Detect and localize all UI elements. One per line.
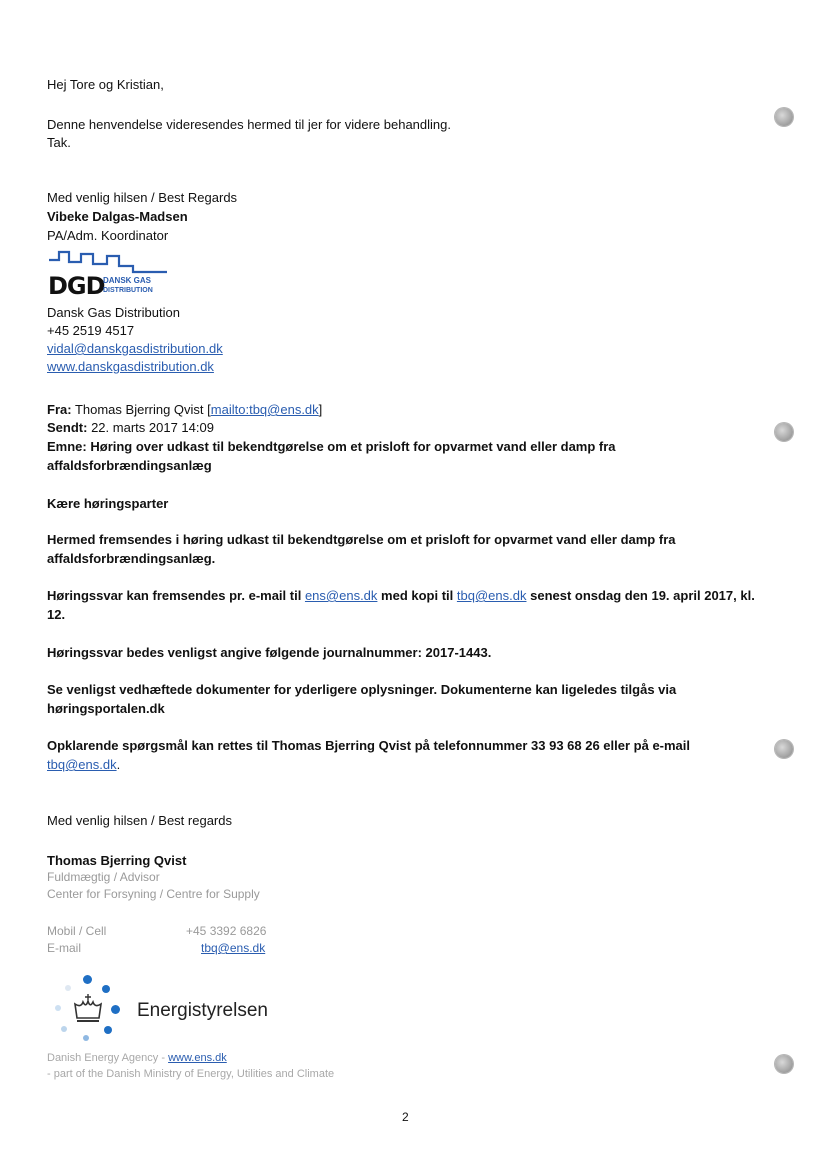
body-paragraph-3: Høringssvar bedes venligst angive følgende journalnummer: 2017-1443. [47, 645, 492, 660]
logo-dot-icon [83, 1035, 89, 1041]
logo-dot-icon [104, 1026, 112, 1034]
p2-text-b: med kopi til [381, 588, 454, 603]
punch-hole-icon [775, 1055, 793, 1073]
email-label: E-mail [47, 941, 82, 955]
body-paragraph-5-line-2 [47, 757, 120, 772]
punch-hole-icon [775, 108, 793, 126]
signature2-email-link[interactable]: tbq@ens.dk [201, 941, 266, 955]
agency-prefix: Danish Energy Agency - [47, 1052, 169, 1064]
logo-dot-icon [61, 1026, 67, 1032]
logo-dot-icon [111, 1005, 120, 1014]
body-paragraph-1-line-2: affaldsforbrændingsanlæg. [47, 551, 216, 566]
greeting: Hej Tore og Kristian, [47, 77, 164, 92]
p2-text-a: Høringssvar kan fremsendes pr. e-mail til [47, 588, 302, 603]
ens-website-link[interactable]: www.ens.dk [168, 1052, 227, 1064]
signature-company: Dansk Gas Distribution [47, 305, 180, 320]
body-paragraph-4-line-1: Se venligst vedhæftede dokumenter for yderligere oplysninger. Dokumenterne kan ligeledes tilgås via [47, 682, 677, 697]
from-link-prefix: [ [207, 402, 211, 417]
dgd-logo [47, 248, 172, 300]
crown-icon [73, 992, 103, 1024]
sent-label: Sendt: [47, 420, 88, 435]
thanks-line: Tak. [47, 135, 71, 150]
ministry-line: - part of the Danish Ministry of Energy, Utilities and Climate [47, 1068, 335, 1080]
mobile-value: +45 3392 6826 [186, 924, 267, 938]
signature2-title: Fuldmægtig / Advisor [47, 870, 160, 884]
body-paragraph-1-line-1: Hermed fremsendes i høring udkast til bekendtgørelse om et prisloft for opvarmet vand eller damp fra [47, 532, 676, 547]
dgd-letters: DGD [48, 272, 105, 300]
logo-dot-icon [102, 985, 110, 993]
p2-deadline: senest onsdag den 19. april 2017, kl. [530, 588, 755, 603]
body-paragraph-4-line-2: høringsportalen.dk [47, 701, 165, 716]
energistyrelsen-logo [47, 972, 287, 1044]
signature2-dept: Center for Forsyning / Centre for Supply [47, 887, 260, 901]
sent-row [47, 420, 214, 435]
tbq-email-link-2[interactable]: tbq@ens.dk [47, 757, 117, 772]
dgd-line1: DANSK GAS [103, 276, 152, 285]
page-number: 2 [402, 1110, 409, 1124]
dgd-line2: DISTRIBUTION [103, 287, 153, 294]
from-row [47, 402, 322, 417]
body-paragraph-2-line-2: 12. [47, 607, 66, 622]
signature-title: PA/Adm. Koordinator [47, 228, 169, 243]
from-value: Thomas Bjerring Qvist [74, 402, 204, 417]
intro-line: Denne henvendelse videresendes hermed til jer for videre behandling. [47, 117, 451, 132]
punch-hole-icon [775, 423, 793, 441]
logo-dot-icon [55, 1005, 61, 1011]
body-paragraph-5-line-1: Opklarende spørgsmål kan rettes til Thomas Bjerring Qvist på telefonnummer 33 93 68 26 eller på e-mail [47, 738, 691, 753]
mobile-label: Mobil / Cell [47, 924, 107, 938]
signature-name: Vibeke Dalgas-Madsen [47, 209, 188, 224]
subject-line-2: affaldsforbrændingsanlæg [47, 458, 212, 473]
ens-email-link[interactable]: ens@ens.dk [304, 588, 378, 603]
body-salutation: Kære høringsparter [47, 496, 169, 511]
signature-email-link[interactable]: vidal@danskgasdistribution.dk [47, 341, 223, 356]
body-paragraph-2-line-1 [47, 588, 755, 603]
energistyrelsen-wordmark: Energistyrelsen [137, 1000, 268, 1021]
signature-phone: +45 2519 4517 [47, 323, 135, 338]
punch-hole-icon [775, 740, 793, 758]
from-mailto-link[interactable]: mailto:tbq@ens.dk [210, 402, 319, 417]
signature2-regards: Med venlig hilsen / Best regards [47, 813, 232, 828]
logo-dot-icon [65, 985, 71, 991]
signature-website-link[interactable]: www.danskgasdistribution.dk [47, 359, 214, 374]
tbq-email-link[interactable]: tbq@ens.dk [456, 588, 527, 603]
from-link-suffix: ] [318, 402, 323, 417]
signature2-name: Thomas Bjerring Qvist [47, 853, 187, 868]
sent-value: 22. marts 2017 14:09 [91, 420, 214, 435]
from-label: Fra: [47, 402, 72, 417]
subject-row [47, 439, 616, 454]
agency-row [47, 1052, 227, 1064]
signature-regards: Med venlig hilsen / Best Regards [47, 190, 238, 205]
logo-dot-icon [83, 975, 92, 984]
p5-end: . [116, 757, 121, 772]
subject-line-1: Høring over udkast til bekendtgørelse om et prisloft for opvarmet vand eller damp fra [90, 439, 616, 454]
subject-label: Emne: [47, 439, 87, 454]
